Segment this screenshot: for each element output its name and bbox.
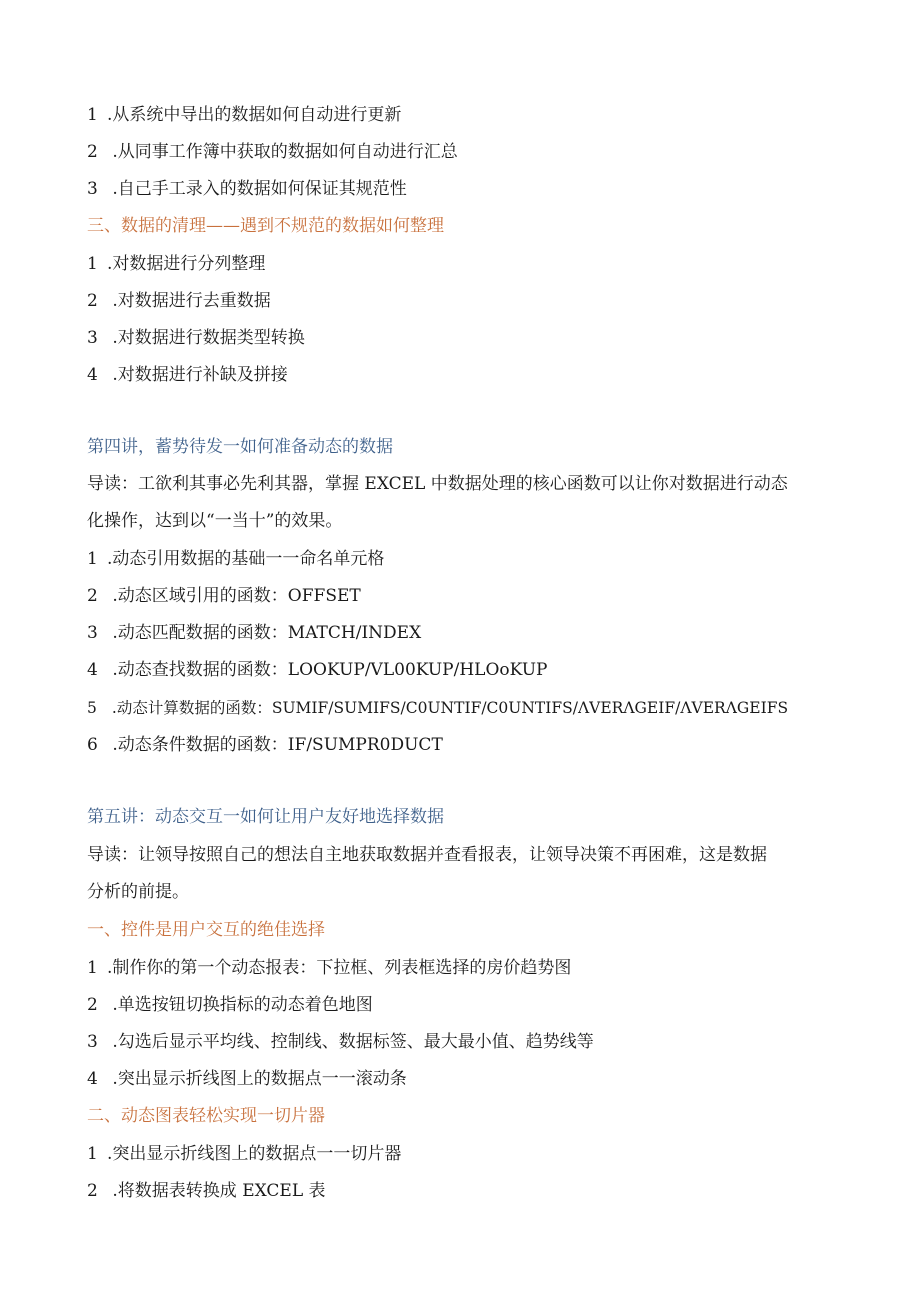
item-number: 3 [87,1032,98,1052]
list-item [87,957,847,979]
item-number: 2 [87,1181,98,1201]
item-text: .对数据进行去重数据 [107,291,271,311]
list-item [87,697,847,719]
item-text: .动态引用数据的基础一一命名单元格 [107,549,385,569]
item-number: 1 [87,105,98,125]
item-number: 4 [87,1069,98,1089]
item-number: 2 [87,586,98,606]
item-text: .对数据进行数据类型转换 [107,328,305,348]
list-item [87,585,847,607]
item-number: 1 [87,1144,98,1164]
item-number: 2 [87,291,98,311]
item-number: 3 [87,623,98,643]
item-number: 5 [87,699,97,717]
list-item [87,734,847,756]
item-text: .动态查找数据的函数：LOOKUP/VL00KUP/HLOoKUP [107,660,548,680]
item-text: .动态匹配数据的函数：MATCH/INDEX [107,623,422,643]
list-item [87,178,847,200]
item-number: 4 [87,660,98,680]
item-number: 3 [87,328,98,348]
intro-text: 导读：工欲利其事必先利其器，掌握 EXCEL 中数据处理的核心函数可以让你对数据进行动态 [87,474,788,494]
item-number: 1 [87,254,98,274]
item-number: 1 [87,549,98,569]
list-item [87,364,847,386]
item-text: .自己手工录入的数据如何保证其规范性 [107,179,407,199]
item-number: 2 [87,995,98,1015]
list-item [87,659,847,681]
list-item [87,994,847,1016]
item-text: .勾选后显示平均线、控制线、数据标签、最大最小值、趋势线等 [107,1032,594,1052]
item-text: .突出显示折线图上的数据点一一滚动条 [107,1069,407,1089]
section-heading: 二、动态图表轻松实现一切片器 [87,1106,325,1126]
list-item [87,1143,847,1165]
item-text: .动态区域引用的函数：OFFSET [107,586,361,606]
list-item [87,1031,847,1053]
item-text: .突出显示折线图上的数据点一一切片器 [107,1144,402,1164]
list-item [87,1068,847,1090]
intro-text: 导读：让领导按照自己的想法自主地获取数据并查看报表，让领导决策不再困难，这是数据 [87,845,767,865]
intro-text: 分析的前提。 [87,882,189,902]
item-number: 1 [87,958,98,978]
item-number: 6 [87,735,98,755]
list-item [87,253,847,275]
item-text: .制作你的第一个动态报表：下拉框、列表框选择的房价趋势图 [107,958,572,978]
list-item [87,622,847,644]
item-text: .动态条件数据的函数：IF/SUMPR0DUCT [107,735,443,755]
section-heading: 三、数据的清理——遇到不规范的数据如何整理 [87,216,444,236]
list-item [87,104,847,126]
item-number: 2 [87,142,98,162]
item-text: .从系统中导出的数据如何自动进行更新 [107,105,402,125]
list-item [87,290,847,312]
item-text: .对数据进行补缺及拼接 [107,365,288,385]
list-item [87,327,847,349]
item-text: .将数据表转换成 EXCEL 表 [107,1181,326,1201]
list-item [87,141,847,163]
item-number: 3 [87,179,98,199]
lecture-title: 第五讲：动态交互一如何让用户友好地选择数据 [87,807,444,827]
list-item [87,548,847,570]
item-number: 4 [87,365,98,385]
intro-text: 化操作，达到以“一当十”的效果。 [87,511,343,531]
list-item [87,1180,847,1202]
item-text: .单选按钮切换指标的动态着色地图 [107,995,373,1015]
item-text: .从同事工作簿中获取的数据如何自动进行汇总 [107,142,458,162]
lecture-title: 第四讲，蓄势待发一如何准备动态的数据 [87,437,393,457]
item-text: .动态计算数据的函数：SUMIF/SUMIFS/C0UNTIF/C0UNTIFS/ΛVERΛGEIF/ΛVERΛGEIFS [107,699,789,717]
section-heading: 一、控件是用户交互的绝佳选择 [87,920,325,940]
item-text: .对数据进行分列整理 [107,254,266,274]
